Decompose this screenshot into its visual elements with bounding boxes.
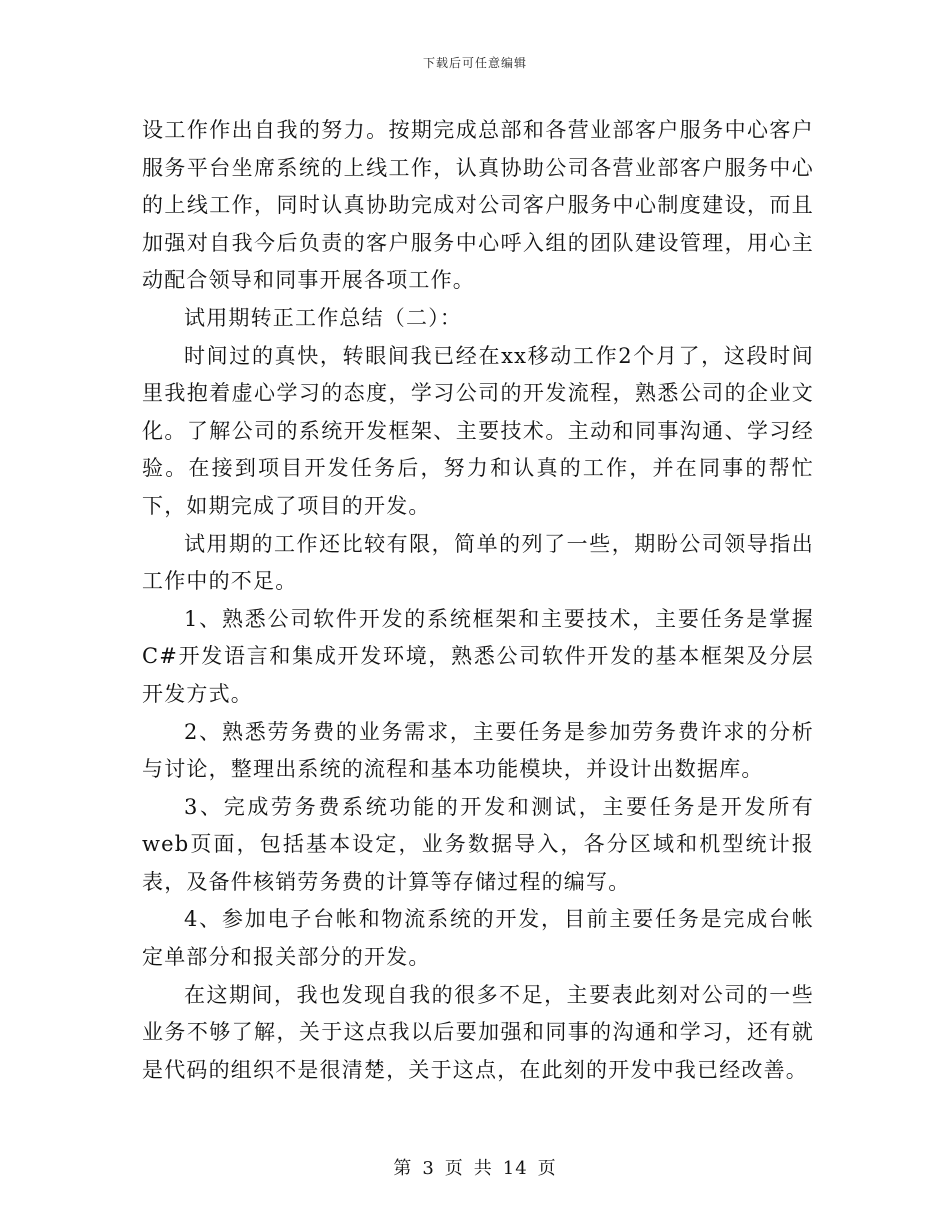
total-page-count: 14 xyxy=(502,1158,528,1179)
list-item-4: 4、参加电子台帐和物流系统的开发，目前主要任务是完成台帐定单部分和报关部分的开发。 xyxy=(142,907,814,970)
list-item-3: 3、完成劳务费系统功能的开发和测试，主要任务是开发所有web页面，包括基本设定，业务数据导入，各分区域和机型统计报表，及备件核销劳务费的计算等存储过程的编写。 xyxy=(142,794,814,894)
footer-prefix: 第 xyxy=(393,1158,413,1179)
list-item-1: 1、熟悉公司软件开发的系统框架和主要技术，主要任务是掌握C#开发语言和集成开发环境，熟悉公司软件开发的基本框架及分层开发方式。 xyxy=(142,606,814,706)
footer-total-word: 共 xyxy=(473,1158,493,1179)
current-page-number: 3 xyxy=(422,1158,435,1179)
document-body xyxy=(142,112,814,1089)
footer-suffix: 页 xyxy=(537,1158,557,1179)
paragraph-summary: 试用期的工作还比较有限，简单的列了一些，期盼公司领导指出工作中的不足。 xyxy=(142,531,814,594)
list-item-2: 2、熟悉劳务费的业务需求，主要任务是参加劳务费许求的分析与讨论，整理出系统的流程和基本功能模块，并设计出数据库。 xyxy=(142,719,814,782)
page-header: 下载后可任意编辑 xyxy=(422,56,527,70)
paragraph-continuation: 设工作作出自我的努力。按期完成总部和各营业部客户服务中心客户服务平台坐席系统的上线工作，认真协助公司各营业部客户服务中心的上线工作，同时认真协助完成对公司客户服务中心制度建设，而且加强对自我今后负责的客户服务中心呼入组的团队建设管理，用心主动配合领导和同事开展各项工作。 xyxy=(142,118,814,293)
paragraph-intro: 时间过的真快，转眼间我已经在xx移动工作2个月了，这段时间里我抱着虚心学习的态度，学习公司的开发流程，熟悉公司的企业文化。了解公司的系统开发框架、主要技术。主动和同事沟通、学习经验。在接到项目开发任务后，努力和认真的工作，并在同事的帮忙下，如期完成了项目的开发。 xyxy=(142,343,814,518)
page-footer xyxy=(0,1154,950,1180)
section-heading: 试用期转正工作总结（二）： xyxy=(184,305,463,330)
paragraph-closing: 在这期间，我也发现自我的很多不足，主要表此刻对公司的一些业务不够了解，关于这点我以后要加强和同事的沟通和学习，还有就是代码的组织不是很清楚，关于这点，在此刻的开发中我已经改善。 xyxy=(142,982,814,1082)
footer-page-word: 页 xyxy=(444,1158,464,1179)
